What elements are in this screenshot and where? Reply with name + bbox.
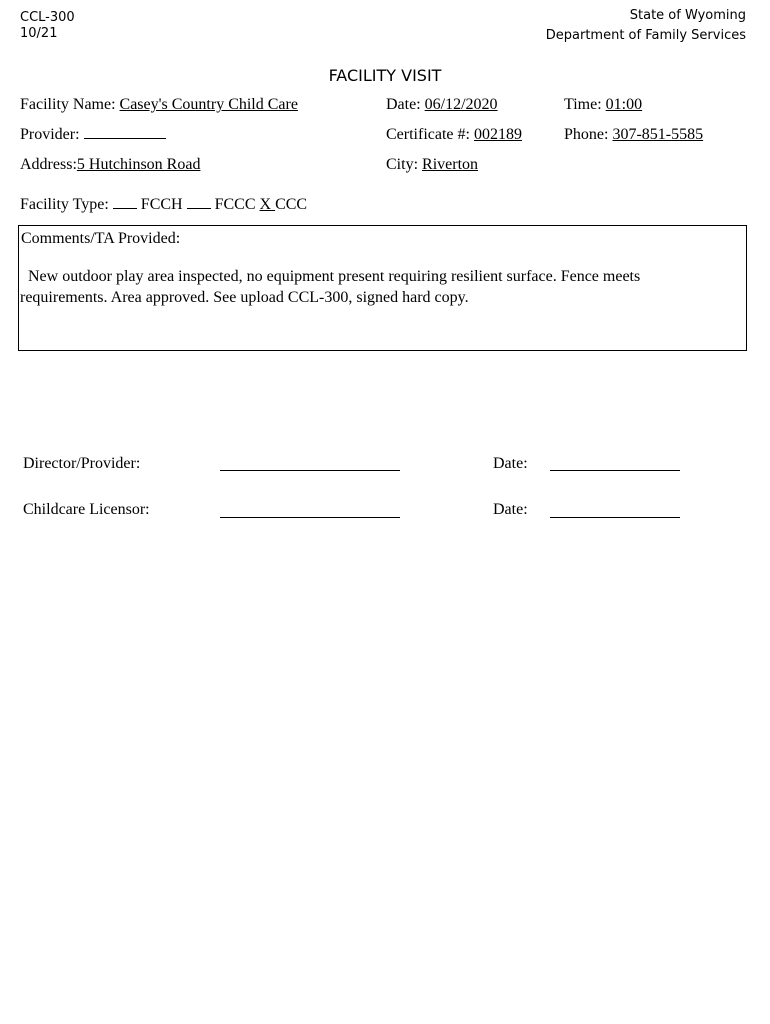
provider-blank	[84, 138, 166, 139]
visit-time-value: 01:00	[605, 96, 643, 113]
certificate-field	[386, 126, 522, 144]
ccc-option: CCC	[275, 196, 308, 213]
comments-box	[18, 225, 747, 351]
facility-type-field	[20, 196, 307, 214]
licensor-signature-line	[220, 517, 400, 518]
fccc-checkbox-blank	[187, 208, 211, 209]
comments-label: Comments/TA Provided:	[21, 230, 181, 247]
fcch-option: FCCH	[140, 196, 183, 213]
facility-name-value: Casey's Country Child Care	[119, 96, 298, 113]
facility-name-label: Facility Name:	[20, 96, 116, 113]
certificate-label: Certificate #:	[386, 126, 470, 143]
comments-line-2: requirements. Area approved. See upload CCL-300, signed hard copy.	[20, 289, 469, 306]
agency-block	[546, 6, 746, 46]
facility-type-label: Facility Type:	[20, 196, 109, 213]
licensor-date-line	[550, 517, 680, 518]
comments-line-1: New outdoor play area inspected, no equipment present requiring resilient surface. Fence meets	[20, 268, 641, 285]
licensor-date-label: Date:	[493, 501, 528, 518]
facility-name-field	[20, 96, 298, 114]
certificate-value: 002189	[473, 126, 522, 143]
licensor-signature-label: Childcare Licensor:	[23, 501, 150, 518]
visit-time-label: Time:	[564, 96, 602, 113]
phone-value: 307-851-5585	[612, 126, 704, 143]
director-signature-label: Director/Provider:	[23, 455, 141, 472]
director-date-line	[550, 470, 680, 471]
provider-field	[20, 126, 166, 144]
address-value: 5 Hutchinson Road	[76, 156, 201, 173]
form-code: CCL-300	[20, 10, 75, 25]
visit-date-field	[386, 96, 498, 114]
visit-date-label: Date:	[386, 96, 421, 113]
form-title: FACILITY VISIT	[328, 66, 442, 85]
city-field	[386, 156, 478, 174]
comments-text	[20, 266, 740, 308]
director-signature-line	[220, 470, 400, 471]
director-date-label: Date:	[493, 455, 528, 472]
fcch-checkbox-blank	[113, 208, 137, 209]
agency-department: Department of Family Services	[545, 28, 746, 43]
ccc-checkbox-mark: X	[259, 196, 272, 213]
form-code-block	[20, 10, 75, 42]
agency-state: State of Wyoming	[629, 8, 746, 23]
form-revision-date: 10/21	[20, 26, 58, 41]
provider-label: Provider:	[20, 126, 80, 143]
phone-field	[564, 126, 703, 144]
address-label: Address:	[20, 156, 77, 173]
visit-date-value: 06/12/2020	[424, 96, 498, 113]
fccc-option: FCCC	[214, 196, 256, 213]
address-field	[20, 156, 200, 174]
city-label: City:	[386, 156, 419, 173]
city-value: Riverton	[422, 156, 479, 173]
phone-label: Phone:	[564, 126, 609, 143]
visit-time-field	[564, 96, 642, 114]
